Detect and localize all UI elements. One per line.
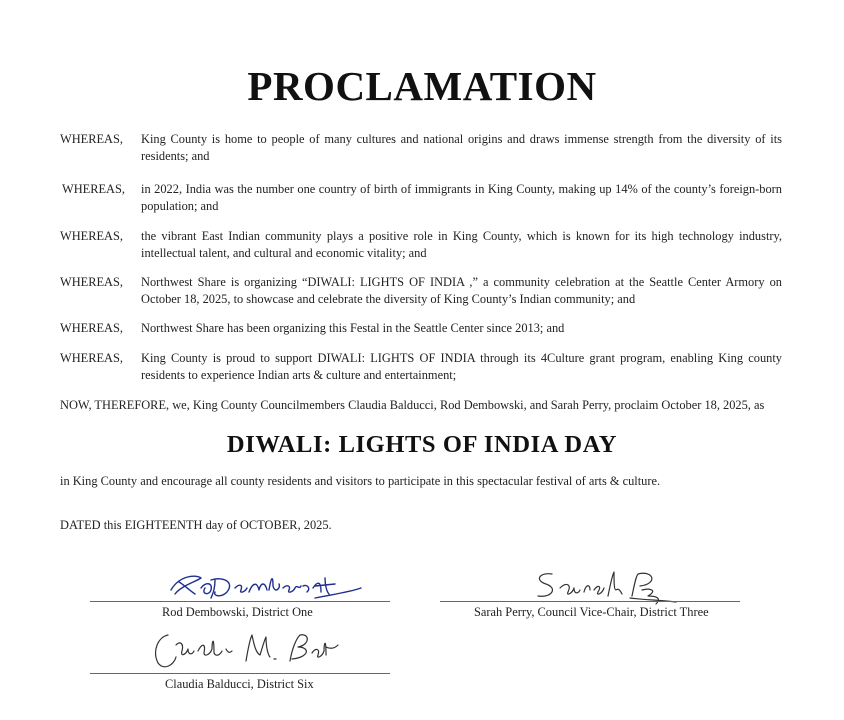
whereas-label: WHEREAS, (62, 182, 125, 196)
whereas-label: WHEREAS, (60, 229, 123, 243)
whereas-text: King County is proud to support DIWALI: LIGHTS OF INDIA through its 4Culture grant program, enabling King county residents to experience Indian arts & culture and entertainment; (141, 351, 782, 382)
whereas-label: WHEREAS, (60, 321, 123, 335)
signer-name: Rod Dembowski, District One (162, 605, 313, 619)
signature-balducci-image (150, 627, 340, 677)
page-title: PROCLAMATION (247, 63, 597, 109)
signer-name: Sarah Perry, Council Vice-Chair, District Three (474, 605, 709, 619)
therefore-statement: NOW, THEREFORE, we, King County Councilmembers Claudia Balducci, Rod Dembowski, and Sarah Perry, proclaim October 18, 2025, as (60, 398, 765, 412)
whereas-clause-1 (60, 131, 782, 165)
whereas-clause-5 (60, 320, 782, 337)
whereas-label: WHEREAS, (60, 351, 123, 365)
whereas-text: King County is home to people of many cultures and national origins and draws immense strength from the diversity of its residents; and (141, 132, 782, 163)
encourage-statement: in King County and encourage all county residents and visitors to participate in this spectacular festival of arts & culture. (60, 474, 661, 488)
whereas-label: WHEREAS, (60, 132, 123, 146)
signature-perry-image (530, 566, 680, 606)
dated-line: DATED this EIGHTEENTH day of OCTOBER, 2025. (60, 518, 332, 532)
whereas-clause-3 (60, 228, 782, 262)
whereas-text: Northwest Share is organizing “DIWALI: LIGHTS OF INDIA ,” a community celebration at the Seattle Center Armory on October 18, 2025, to showcase and celebrate the diversity of King County’s Indian community; and (141, 275, 782, 306)
whereas-clause-6 (60, 350, 782, 384)
whereas-clause-2 (60, 181, 782, 215)
whereas-text: the vibrant East Indian community plays a positive role in King County, which is known for its high technology industry, intellectual talent, and cultural and economic vitality; and (141, 229, 782, 260)
whereas-text: Northwest Share has been organizing this Festal in the Seattle Center since 2013; and (141, 321, 565, 335)
signature-line (440, 601, 740, 602)
signature-line (90, 673, 390, 674)
whereas-label: WHEREAS, (60, 275, 123, 289)
whereas-clause-4 (60, 274, 782, 308)
signature-line (90, 601, 390, 602)
signature-dembowski-image (165, 568, 365, 604)
whereas-text: in 2022, India was the number one country of birth of immigrants in King County, making up 14% of the county’s foreign-born population; and (141, 182, 782, 213)
signer-name: Claudia Balducci, District Six (165, 677, 314, 691)
day-title: DIWALI: LIGHTS OF INDIA DAY (226, 431, 618, 458)
